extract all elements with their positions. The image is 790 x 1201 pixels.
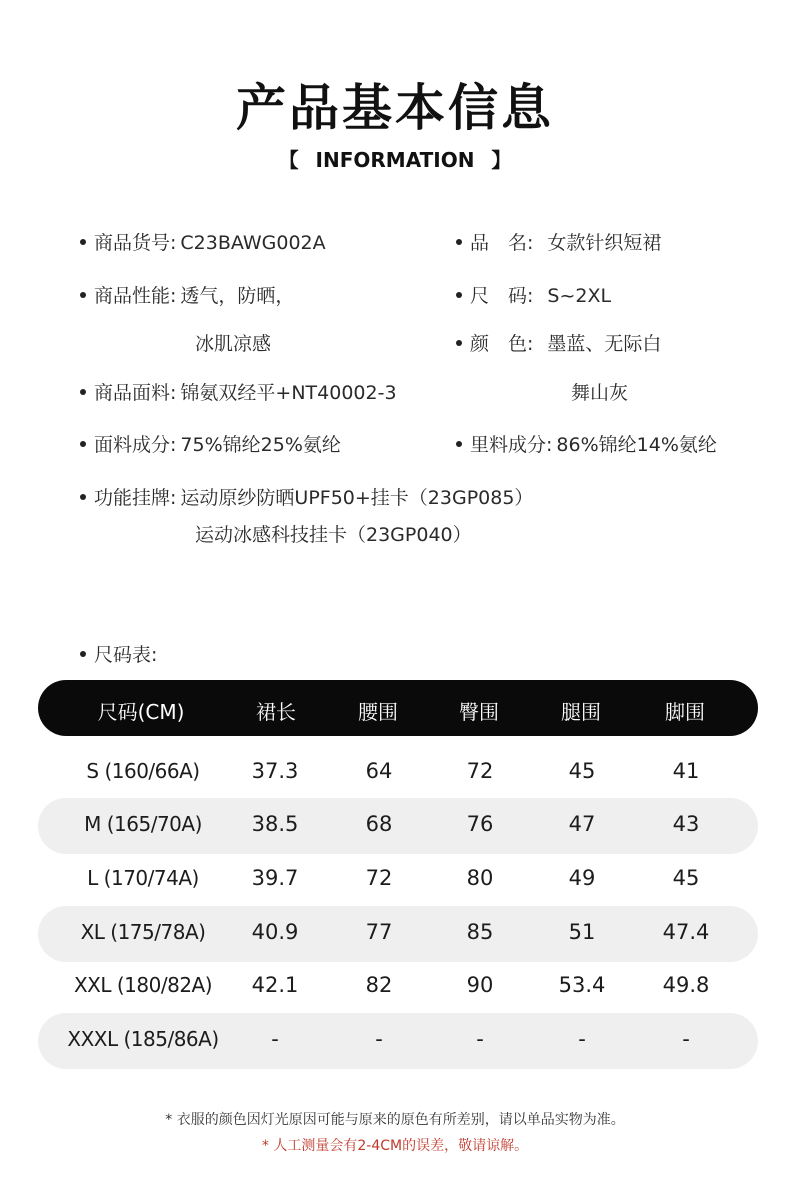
subtitle-bracket-right: 】 bbox=[491, 148, 512, 172]
value-cell: - bbox=[682, 1027, 690, 1051]
value-cell: - bbox=[476, 1027, 484, 1051]
header-cell-hem: 脚围 bbox=[665, 700, 705, 724]
value-cell: 43 bbox=[672, 812, 700, 836]
size-code: XL bbox=[80, 920, 105, 944]
value-cell: 76 bbox=[466, 812, 494, 836]
info-tags bbox=[80, 483, 533, 510]
value-cell: - bbox=[578, 1027, 586, 1051]
bullet-icon bbox=[456, 292, 462, 298]
info-value: 透气，防晒， bbox=[180, 285, 295, 307]
value-cell: 68 bbox=[365, 812, 393, 836]
info-label: 颜 色: bbox=[470, 333, 534, 355]
value-cell: 45 bbox=[672, 866, 700, 890]
bullet-icon bbox=[456, 239, 462, 245]
size-code: S bbox=[86, 759, 99, 783]
header-cell-waist: 腰围 bbox=[358, 700, 398, 724]
value-cell: 49 bbox=[568, 866, 596, 890]
size-code: M bbox=[84, 812, 101, 836]
size-cell bbox=[84, 812, 202, 836]
info-color-cont: 舞山灰 bbox=[571, 382, 629, 404]
header-cell-hip: 臀围 bbox=[459, 700, 499, 724]
info-label: 尺 码: bbox=[470, 285, 534, 307]
value-cell: 41 bbox=[672, 759, 700, 783]
bullet-icon bbox=[80, 494, 86, 500]
info-item-no bbox=[80, 228, 326, 255]
value-cell: 45 bbox=[568, 759, 596, 783]
info-performance-cont: 冰肌凉感 bbox=[195, 333, 272, 355]
info-label: 商品面料: bbox=[94, 382, 177, 404]
value-cell: 53.4 bbox=[558, 973, 606, 997]
size-code: L bbox=[87, 866, 98, 890]
value-cell: 49.8 bbox=[662, 973, 710, 997]
value-cell: - bbox=[375, 1027, 383, 1051]
info-value: 墨蓝、无际白 bbox=[547, 333, 662, 355]
info-lining bbox=[456, 430, 717, 457]
info-name bbox=[456, 228, 661, 255]
value-cell: 90 bbox=[466, 973, 494, 997]
info-fabric bbox=[80, 378, 397, 405]
size-table-header bbox=[38, 680, 758, 736]
info-label: 商品货号: bbox=[94, 232, 177, 254]
size-chart-label bbox=[80, 640, 157, 667]
value-cell: 47 bbox=[568, 812, 596, 836]
footnote-color-disclaimer: * 衣服的颜色因灯光原因可能与原来的原色有所差别，请以单品实物为准。 bbox=[165, 1112, 625, 1128]
size-cell bbox=[67, 1027, 218, 1051]
value-cell: 51 bbox=[568, 920, 596, 944]
info-composition bbox=[80, 430, 341, 457]
info-performance bbox=[80, 281, 294, 308]
size-spec: (185/86A) bbox=[123, 1027, 219, 1051]
bullet-icon bbox=[456, 340, 462, 346]
info-label: 里料成分: bbox=[470, 434, 553, 456]
info-label: 品 名: bbox=[470, 232, 534, 254]
info-size bbox=[456, 281, 611, 308]
size-spec: (180/82A) bbox=[116, 973, 213, 997]
header-cell-size: 尺码(CM) bbox=[97, 700, 185, 724]
table-row bbox=[38, 1013, 758, 1069]
page-title: 产品基本信息 bbox=[236, 79, 554, 137]
size-code: XXXL bbox=[67, 1027, 118, 1051]
size-code: XXL bbox=[73, 973, 112, 997]
info-value: 锦氨双经平+NT40002-3 bbox=[180, 382, 397, 404]
size-spec: (165/70A) bbox=[106, 812, 202, 836]
header-cell-length: 裙长 bbox=[256, 700, 296, 724]
size-spec: (160/66A) bbox=[104, 759, 200, 783]
bullet-icon bbox=[80, 389, 86, 395]
info-value: 女款针织短裙 bbox=[547, 232, 662, 254]
page-subtitle bbox=[0, 144, 790, 173]
info-tags-cont: 运动冰感科技挂卡（23GP040） bbox=[195, 524, 472, 546]
size-cell bbox=[87, 866, 199, 890]
info-value: S~2XL bbox=[547, 285, 612, 307]
value-cell: 47.4 bbox=[662, 920, 710, 944]
value-cell: 38.5 bbox=[251, 812, 299, 836]
table-row bbox=[38, 798, 758, 854]
bullet-icon bbox=[80, 441, 86, 447]
footnote-measurement-disclaimer: * 人工测量会有2-4CM的误差，敬请谅解。 bbox=[261, 1138, 529, 1154]
bullet-icon bbox=[456, 441, 462, 447]
info-value: 运动原纱防晒UPF50+挂卡（23GP085） bbox=[180, 487, 534, 509]
size-cell bbox=[86, 759, 199, 783]
value-cell: 37.3 bbox=[251, 759, 299, 783]
info-value: 86%锦纶14%氨纶 bbox=[556, 434, 717, 456]
size-chart-label-text: 尺码表: bbox=[94, 644, 158, 666]
subtitle-text: INFORMATION bbox=[315, 148, 475, 172]
bullet-icon bbox=[80, 239, 86, 245]
table-row bbox=[38, 852, 758, 908]
info-value: 75%锦纶25%氨纶 bbox=[180, 434, 341, 456]
subtitle-bracket-left: 【 bbox=[278, 148, 299, 172]
value-cell: 40.9 bbox=[251, 920, 299, 944]
size-cell bbox=[74, 973, 212, 997]
value-cell: 42.1 bbox=[251, 973, 299, 997]
value-cell: 64 bbox=[365, 759, 393, 783]
info-color bbox=[456, 329, 661, 356]
value-cell: 82 bbox=[365, 973, 393, 997]
table-row bbox=[38, 906, 758, 962]
info-label: 功能挂牌: bbox=[94, 487, 177, 509]
size-spec: (175/78A) bbox=[110, 920, 206, 944]
info-label: 面料成分: bbox=[94, 434, 177, 456]
value-cell: 77 bbox=[365, 920, 393, 944]
bullet-icon bbox=[80, 651, 86, 657]
value-cell: 85 bbox=[466, 920, 494, 944]
bullet-icon bbox=[80, 292, 86, 298]
value-cell: 72 bbox=[365, 866, 393, 890]
info-value: C23BAWG002A bbox=[180, 232, 326, 254]
value-cell: 80 bbox=[466, 866, 494, 890]
value-cell: - bbox=[271, 1027, 279, 1051]
size-cell bbox=[81, 920, 206, 944]
size-spec: (170/74A) bbox=[103, 866, 199, 890]
info-label: 商品性能: bbox=[94, 285, 177, 307]
value-cell: 72 bbox=[466, 759, 494, 783]
table-row bbox=[38, 745, 758, 801]
header-cell-thigh: 腿围 bbox=[561, 700, 601, 724]
value-cell: 39.7 bbox=[251, 866, 299, 890]
table-row bbox=[38, 959, 758, 1015]
